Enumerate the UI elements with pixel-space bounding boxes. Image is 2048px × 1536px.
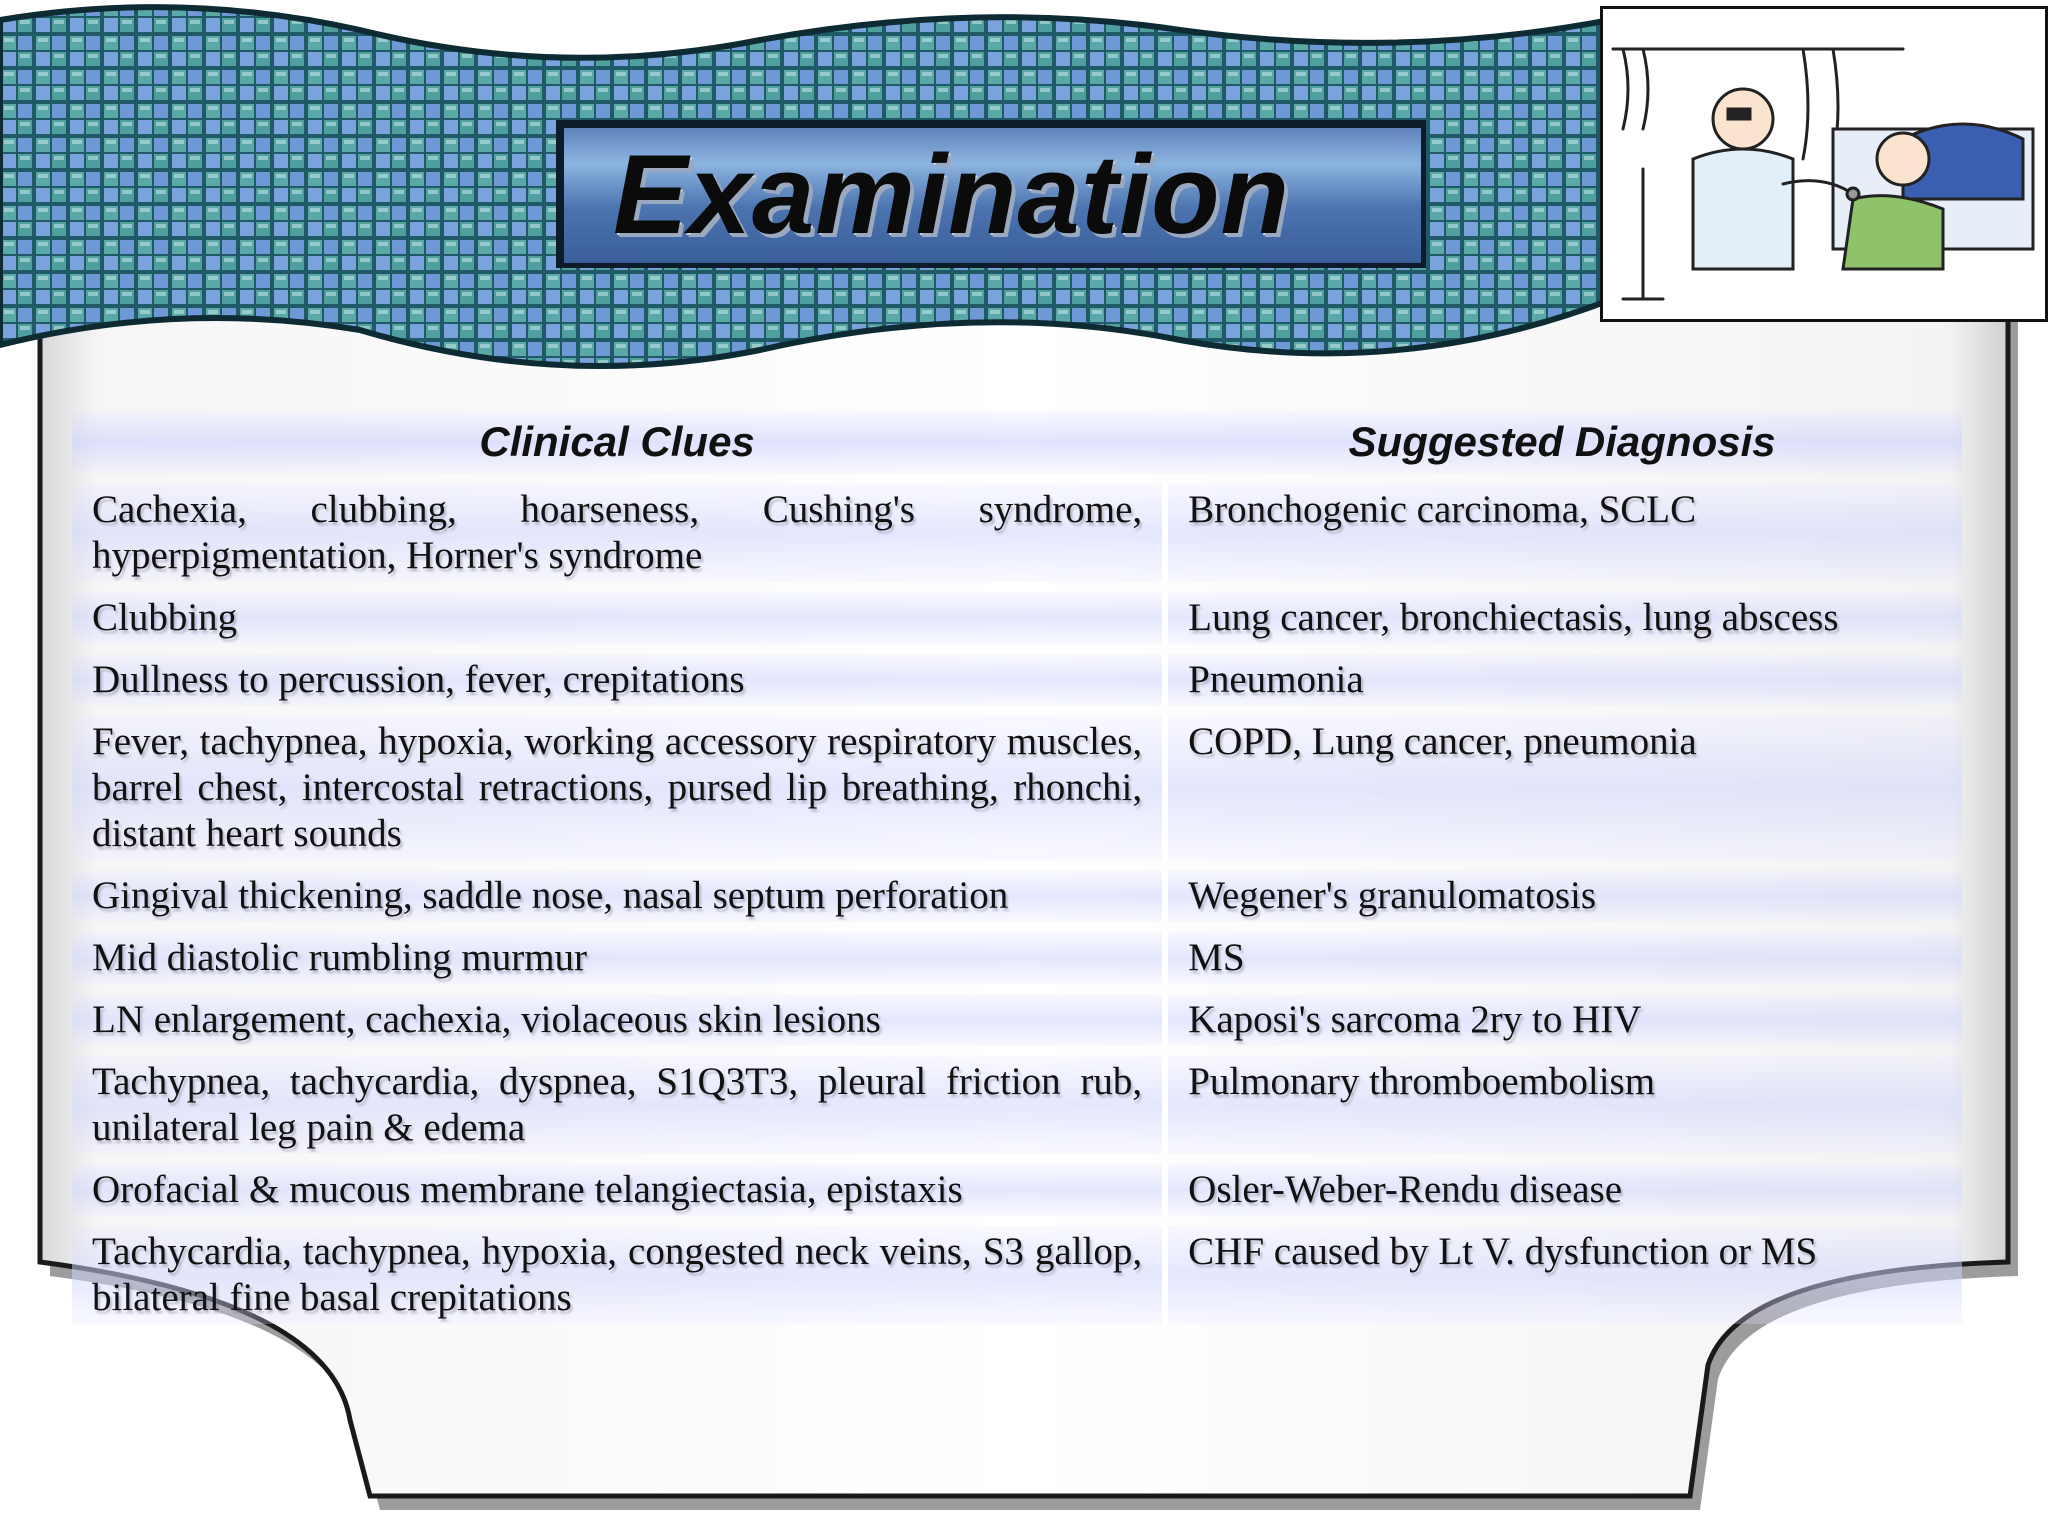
table-row	[72, 994, 1962, 1046]
table-row	[72, 484, 1962, 582]
diagnosis-cell: MS	[1162, 932, 1962, 984]
diagnosis-cell: Wegener's granulomatosis	[1162, 870, 1962, 922]
title-box	[556, 120, 1426, 268]
diagnosis-cell: Pneumonia	[1162, 654, 1962, 706]
clue-cell: Tachycardia, tachypnea, hypoxia, congested neck veins, S3 gallop, bilateral fine basal crepitations	[72, 1226, 1162, 1324]
clue-cell: Gingival thickening, saddle nose, nasal septum perforation	[72, 870, 1162, 922]
diagnosis-cell: COPD, Lung cancer, pneumonia	[1162, 716, 1962, 860]
clue-cell: LN enlargement, cachexia, violaceous skin lesions	[72, 994, 1162, 1046]
header-suggested-diagnosis: Suggested Diagnosis	[1162, 410, 1962, 474]
diagnosis-cell: CHF caused by Lt V. dysfunction or MS	[1162, 1226, 1962, 1324]
clue-cell: Orofacial & mucous membrane telangiectasia, epistaxis	[72, 1164, 1162, 1216]
clue-cell: Dullness to percussion, fever, crepitations	[72, 654, 1162, 706]
table-row	[72, 592, 1962, 644]
table-row	[72, 1226, 1962, 1324]
diagnosis-cell: Bronchogenic carcinoma, SCLC	[1162, 484, 1962, 582]
diagnosis-cell: Osler-Weber-Rendu disease	[1162, 1164, 1962, 1216]
clue-cell: Tachypnea, tachycardia, dyspnea, S1Q3T3, pleural friction rub, unilateral leg pain & edema	[72, 1056, 1162, 1154]
doctor-illustration	[1600, 6, 2048, 322]
clue-cell: Cachexia, clubbing, hoarseness, Cushing's syndrome, hyperpigmentation, Horner's syndrome	[72, 484, 1162, 582]
table-row	[72, 870, 1962, 922]
doctor-examining-patient-icon	[1603, 9, 2045, 319]
clue-cell: Fever, tachypnea, hypoxia, working accessory respiratory muscles, barrel chest, intercostal retractions, pursed lip breathing, rhonchi, distant heart sounds	[72, 716, 1162, 860]
table-header-row	[72, 410, 1962, 474]
table-row	[72, 932, 1962, 984]
page-title: Examination	[613, 131, 1290, 257]
diagnosis-cell: Lung cancer, bronchiectasis, lung abscess	[1162, 592, 1962, 644]
table-row	[72, 654, 1962, 706]
diagnosis-cell: Kaposi's sarcoma 2ry to HIV	[1162, 994, 1962, 1046]
clue-cell: Mid diastolic rumbling murmur	[72, 932, 1162, 984]
header-clinical-clues: Clinical Clues	[72, 410, 1162, 474]
table-row	[72, 716, 1962, 860]
table-row	[72, 1056, 1962, 1154]
clue-cell: Clubbing	[72, 592, 1162, 644]
table-row	[72, 1164, 1962, 1216]
diagnosis-cell: Pulmonary thromboembolism	[1162, 1056, 1962, 1154]
examination-table	[72, 400, 1962, 1334]
